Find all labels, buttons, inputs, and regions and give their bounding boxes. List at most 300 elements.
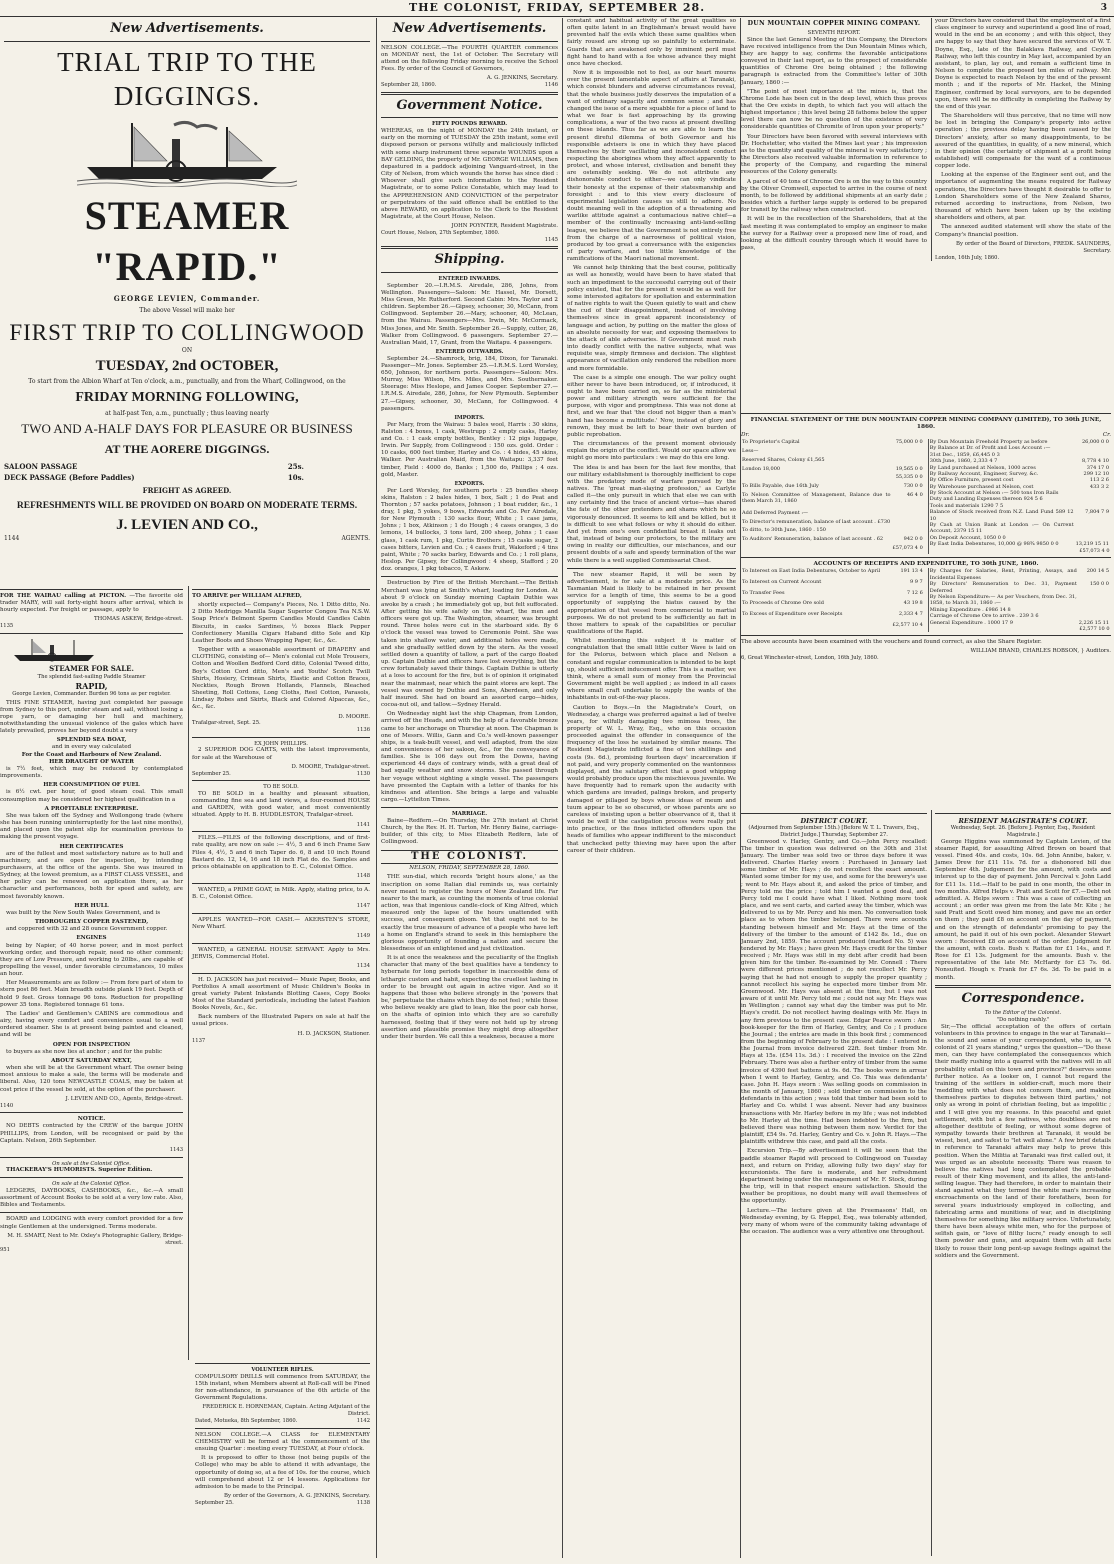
row-label: 31st Dec., 1859, £6,445 0 3 [929,451,1000,458]
dun-subheading: SEVENTH REPORT. [807,29,861,36]
editorial-cont-3: We cannot help thinking that the best course, politically as well as honestly, would have been to have stated that such an impediment to the successful carrying out of their policy existed, that for the present it would be as well for some interested agitators for spoliation and extermination of native rights to wait the Queen quietly to wait and chew the cud of their disappointment, instead of involving themselves since in great apparent inconsistency of language and action, by putting on the matter the gloss of an absolute necessity for war, and exposing themselves to the attack of able adversaries. If Government must rush into deadly conflict with the native subjects, what was requisite was, simply firmness and decision. The slightest appearance of vacillation only rendered the rebellion more and more formidable. [567,265,736,372]
colonist-editorial-title: THE COLONIST. [381,850,558,865]
board-signature: M. H. SMART, Next to Mr. Oxley's Photographic Gallery, Bridge-street. [7,1232,183,1246]
row-label [741,545,892,554]
accounts-table-left [741,568,924,632]
files-number: 1148 [356,872,370,879]
column-1a [0,586,186,1556]
board-number: 951 [0,1246,10,1253]
divider [0,1112,183,1113]
row-label: By Directors' Remuneration to Dec. 31, Payment Deferred [929,581,1077,594]
divider [381,92,558,95]
divider [195,1428,370,1429]
ledgers-ad: LEDGERS, DAYBOOKS, CASHBOOKS, &c., &c.—A small assortment of Account Books to be sold at a very low rate. Also, Bibles and Testaments. [0,1187,183,1209]
table-row [928,541,1110,547]
divider [192,913,370,914]
reward-body: WHEREAS, on the night of MONDAY the 24th instant, or early on the morning of TUESDAY the 25th instant, some evil disposed person or persons wilfully and maliciously inflicted with some sharp instrument three separate WOUNDS upon a BAY GELDING, the property of Mr. GEORGE WILLIAMS, then depastured in a paddock adjoining Vanguard-street, in the City of Nelson, from which wounds the horse has since died : Whoever shall give such information to the Resident Magistrate, or to some Police Constable, which may lead to the APPREHENSION AND CONVICTION of the perpetrator or perpetrators of the said offence shall be entitled to the above REWARD, on application to the Clerk to the Resident Magistrate, at the Court House, Nelson. [381,128,558,220]
marriage-body: Baine—Redfern.—On Thursday, the 27th instant at Christ Church, by the Rev. H. H. Turton, Mr. Henry Baine, carriage-builder, of this city, to Miss Elizabeth Redfern, late of Collingwood. [381,817,558,846]
row-label: By Railway Account, Engineer, Survey, &c. [929,470,1039,477]
district-court [741,810,927,1556]
sold-heading: TO BE SOLD. [263,784,299,791]
editorial-cont-6: The idea is and has been for the last few months, that our military establishment is thoroughly inefficient to cope with the predatory mode of warfare pursued by the natives. The 'great man-slaying profession,' as Carlyle called it—the only pursuit in which that else we can with any certainty find the trace of ancient virtue—has shared the fate of the other pretenders and shams which he so vigorously denounced. It seems to kill and be killed, but it is difficult to see what follows or why it should do either. And yet from one's own confidential breast it leaks out that, instead of being our protectors, to the military are owing in reality our difficulties, our mischances, and our present doubts of a safe and speedy termination of the war while there is a well supplied Commissariat Chest. [567,464,736,564]
divider [381,807,558,808]
alfred-number: 1136 [356,727,370,734]
freight-line: FREIGHT AS AGREED. [142,486,232,496]
row-label [928,626,1078,632]
row-amount [892,457,924,466]
table-row [741,466,924,475]
saturday-body: when she will be at the Government wharf. The owner being most anxious to make a sale, the terms will be moderate and liberal. Also, 120 tons NEWCASTLE COALS, may be taken at cost price if the vessel be sold, at the option of the purchaser. [0,1065,183,1093]
chemistry-number: 1138 [356,1499,370,1506]
row-label: Duty and Landing Expenses thereon 924 5 6 [929,496,1043,503]
row-label: To Proceeds of Chrome Ore sold [742,600,824,607]
saturday-heading: ABOUT SATURDAY NEXT, [51,1057,132,1064]
saloon-row [4,463,304,472]
certs-heading: HER CERTIFICATES [59,843,124,850]
outwards-heading: ENTERED OUTWARDS. [435,349,504,356]
table-row [928,509,1110,522]
colonist-editorial-date: NELSON, FRIDAY, SEPTEMBER 28, 1860. [409,865,530,872]
row-amount: 55,335 0 0 [895,474,923,481]
copper-heading: THOROUGHLY COPPER FASTENED, [34,919,149,926]
row-amount [892,448,924,457]
inwards-heading: ENTERED INWARDS. [438,275,501,282]
fine-steamer-text: THIS FINE STEAMER, having just completed her passage from Sydney to this port, under steam and sail, without losing a rope yarn, or damaging her hull and machinery, notwithstanding the unusual violence of the gales which have lately prevailed, proves her beyond doubt a very [0,699,183,735]
copper-body: and coppered with 32 and 28 ounce Government copper. [6,926,168,933]
table-row [741,579,924,590]
row-amount: 26,000 0 0 [1081,438,1109,445]
row-label: By Office Furniture, present cost [929,477,1014,484]
row-label: Less— [742,447,759,454]
first-trip-heading: FIRST TRIP TO COLLINGWOOD [9,319,365,345]
correspondence-to: To the Editor of the Colonist. [984,1010,1062,1017]
district-court-body: Greenwood v. Harley, Gentry, and Co.—John Percy recalled: The timber in question was delivered on the 30th and 31st January. The timber was sold two or three days before it was delivered. Charles Harley sworn : Purchased in January last some timber of Mr. Hays ; do not recollect the exact amount. Wanted some timber for my use, and some for the brewery's use ; went to Mr. Hays about it, and asked the price of timber, and Percy told me the price ; told him I wanted a good deal, and Percy told me I could have what I liked. Nothing more took place, and we sent carts, and carted away the timber, which was delivered to us by Mr. Percy and his men. No conversation took place as to whom the timber belonged. There were accounts standing between himself and Mr. Hays at the time of the delivery of the timber to the amount of £142 8s. 1d., due on January 2nd, 1859. The account produced (marked No. 5) was tendered by Mr. Hays ; have given Mr. Hays credit for the timber received ; Mr. Hays was still in my debt after credit had been given him for the timber. Re-examined by Mr. Connell : There were different prices mentioned ; do not recollect Mr. Percy saying that he had not enough to supply the proper quantity ; cannot recollect his saying he expected more timber from Mr. Greenwood. Mr. Hays was absent at the time, but I was not aware of it until Mr. Percy told me ; could not say Mr. Hays was in Wellington ; cannot say what day the timber was put to Mr. Hays's credit. Do not recollect having dealings with Mr. Hays in any firm previous to the present case. Edgar Pearce sworn : Am book-keeper for the firm of Harley, Gentry, and Co ; I produce the Journal ; the entries are made in this book first ; commenced from the beginning of February to the present date : I entered in the Journal from invoice delivered 22ft. feet timber from Mr. Hays at 15s. (£54 11s. 3d.) : I received the invoice on the 22nd February. There was also a further entry of timber from the same invoice of 4390 feet battens at 9s. 6d. The books were in arrear when I went to Harley, Gentry, and Co. This was defendants' case. John H. Hays sworn : Was selling goods on commission in the month of January, 1860 ; sold timber on commission to the defendants in this action ; was told that timber had been sold to Harley and Co. whilst I was absent. Never had any business transactions with Mr. Harley before in my life ; was not indebted to Mr. Harley at the time. Had been indebted to the firm, but believed there was nothing between them now. Verdict for the plaintiff, £54 9s. 7d. Harley, Gentry and Co. v. John R. Hays.—The plaintiffs withdrew this case, and paid all the costs. [741,838,927,1146]
rapid-commander: George Levien, Commander. Burden 96 tons as per register. [12,690,171,697]
table-row [928,581,1110,594]
sold-body: TO BE SOLD in a healthy and pleasant situation, commanding fine sea and land views, a four-roomed HOUSE and GARDEN, with good water, and most conveniently situated. Apply to H. B. HUDDLESTON, Trafalgar-street. [192,790,370,819]
table-row [928,522,1110,535]
accounts-note: The above accounts have been examined with the vouchers and found correct, as also the Share Register. [741,639,1042,646]
college-number: 1146 [544,82,558,89]
sale-number: 1140 [0,1102,14,1109]
imports-heading: IMPORTS. [454,414,485,421]
draught-body: is 7½ feet, which may be reduced by contemplated improvements. [0,765,183,780]
row-amount: 8,778 4 10 [1081,458,1109,465]
chemistry-date: September 25. [195,1499,234,1506]
row-amount: 191 13 4 [900,568,923,575]
row-amount: 2,226 15 11 [1078,619,1109,626]
row-label: Balance of Stock received from N.Z. Land Fund 589 12 10 [929,509,1074,522]
thackeray-ad: THACKERAY'S HUMORISTS. Superior Edition. [6,1167,153,1174]
row-amount: 46 4 0 [906,492,923,499]
divider [192,831,370,832]
row-label: London 18,000 [742,465,781,472]
row-amount: £57,073 4 0 [892,545,923,552]
measurements: Her Measurements are as follow :— From fore part of stem to stern post 86 feet. Main breadth outside plank 19 feet. Depth of hold 9 feet. Gross tonnage 96 tons. Reduction for propelling power 35 tons. Registered tonnage 61 tons. [0,980,183,1008]
divider [195,1363,370,1364]
column-1 [0,18,374,1558]
rapid-name: RAPID, [75,680,108,691]
agents-row [4,535,370,543]
wairau-signature: THOMAS ASKEW, Bridge-street. [93,616,183,623]
deck-price: 10s. [287,473,304,483]
row-label: By Stock Account at Nelson :— 500 tons Iron Rails [929,490,1059,497]
row-label: By East India Debentures, 10,000 @ 98¾ 9850 0 0 [929,541,1059,548]
editorial-cont-2: Now it is impossible not to feel, as our heart mourns over the present lamentable aspect of affairs at Taranaki, which consist blunders and adverse circumstances reveal, that the whole business justly deserves the imputation of a want of ordinary sagacity and common sense ; and has changed the issue of a mere squabble for a piece of land to what we fear is fast approaching by its growing complications, a war of the two races at present dwelling on these islands. Thus far as we are able to learn the present direful dilemma of both Governor and his responsible advisers is one in which they have placed themselves by their vacillating and inconsistent conduct respecting the aborigines whom they affect apparently to protect, and whose interest, civilisation and benefit they are ostensibly seeking. We do not attribute any dishonorable conduct to either—we can only vindicate their honesty at the expense of their statesmanship and foresight : and to this view every disclosure of experimental legislation causes us still to adhere. No doubt meaning well in the adoption of a threatening and warlike attitude against a contumacious native chief—a member of the continually increasing anti-land-selling league, we believe that the Government is not entirely free from the charge of a narrowness of political vision, produced by too great a conversance with the exigencies of party warfare, and too little knowledge of the ramifications of the Maori national movement. [567,70,736,263]
sale-sub: The splendid fast-sailing Paddle Steamer [37,673,146,680]
caution-boys: Caution to Boys.—In the Magistrate's Court, on Wednesday, a charge was preferred against a lad of twelve years, for wilfully damaging two mimosa trees, the property of W. L. Wray, Esq., who on this occasion proceeded against the offender in consequence of the frequency of the loss he sustained by similar means. The Resident Magistrate inflicted a fine of ten shillings and costs (9s. 6d.), promising fourteen days' incarceration if not paid, and very properly commented on the wantonness displayed, and the salutary effect that a good whipping would probably produce upon the mischievous juvenile. We have frequently had to remark upon the audacity with which gardens are invaded, palings broken, and property damaged or pillaged by boys whose ideas of meum and tuum appear to be so obscured, or whose parents are so careless of insisting upon a better observance of it, that it would be well if the castigation process were really put into practice, or the fines inflicted offenders upon the heads of families who appear indifferent to the misconduct that unchecked petty thieving may have upon the after career of their children. [567,704,736,854]
chemistry-signature: By order of the Governors, A. G. JENKINS, Secretary. [224,1493,370,1499]
cr-label: Cr. [1102,431,1111,438]
dr-cr-row [741,432,1111,439]
editorial-para-2: It is at once the weakness and the peculiarity of the English character that many of the best qualities have a tendency to hybernate for long periods together in inaccessible dens of lethargic custom and habit, expecting the cruellest lashing in order to be brought out again in active vigor. And so it happens that those who believe strongly in the 'powers that be,' perpetuate the chains which they do not feel ; while those who believe weakly are glad to lean, like the poor cab horse, on the shafts of opinion into which they are so carefully harnessed, feeling that if they were not held up by strong assertion and plausible promise they might drop altogether under their burden. We call this a weakness, because a more [381,955,558,1040]
divider [4,41,370,42]
table-row [741,568,924,579]
table-row [741,483,924,492]
column-3 [562,18,740,1558]
ad-number: 1144 [4,535,20,543]
dog-number: 1130 [356,770,370,777]
certs-body: are of the fullest and most satisfactory nature as to hull and machinery, and are open for inspection, by intending purchasers, at the office of the agents. She was insured in Sydney, at the lowest premium, as a FIRST CLASS VESSEL, and her policy can be renewed on application there, as her character and performances, both for speed and safety, are most favorably known. [0,850,183,900]
alfred-body: shortly expected— Company's Pieces, No. 1 Ditto ditto, No. 2 Ditto Medriggs Manilla Sugar Superior Congou Tea N.S.W. Soap Price's Belmont Sperm Candles Mould Candles Cabin Biscuits, in casks Sardines, ½ boxes Black Pepper Confectionery Manilla Cigars Haband ditto Sole and Kip Leather Boots and Shoes Wrapping Paper, &c., &c. [192,602,370,644]
rifles-heading: VOLUNTEER RIFLES. [251,1367,314,1373]
dun-heading: DUN MOUNTAIN COPPER MINING COMPANY. [747,20,921,27]
colonist-sale: On sale at the Colonist Office. [52,1160,131,1167]
inspection-body: to buyers as she now lies at anchor ; and for the public [6,1048,163,1055]
row-label: To Director's remuneration, balance of last account . £730 [742,518,891,525]
financial-statement [741,410,1111,662]
table-row [928,568,1110,581]
column-2 [376,18,562,1558]
editorial-cont-1: constant and habitual activity of the great qualities so often quite latent in an Englishman's breast would have prevented half the evils which these same qualities when fairly roused are strong up so painfully to exterminate. Guards that are awakened only by imminent peril must fight hand to hand with a foe whose advance they might once have checked. [567,18,736,67]
wairau-number: 1135 [0,623,14,630]
row-amount: 374 17 0 [1086,464,1109,471]
files-ad: FILES.—FILES of the following descriptions, and of first-rate quality, are now on sale :— 4½, 5 and 6 inch Frame Saw Files 4, 4½, 5 and 6 inch Taper do. 6, 8 and 10 inch Round Bastard do. 12, 14, 16 and 18 inch Flat do. do. Samples and prices obtainable on application to E. C., Colonist Office. [192,835,370,870]
row-amount [892,527,924,536]
levien-signature: J. LEVIEN AND CO., [116,517,258,534]
rifles-date: Dated, Motueka, 8th September, 1860. [195,1418,298,1425]
deck-row [4,474,304,483]
financial-table-left [741,439,924,554]
row-label: By Charges for Salaries, Rent, Printing, Assays, and Incidental Expenses [929,568,1077,581]
rifles-footer [195,1418,370,1425]
editorial-cont-5: The circumstances of the present moment obviously explain the origin of the conflict. Would our space allow we might go more into particulars : we may do this ere long. [567,441,736,462]
dun-para-3: Your Directors have been favored with several interviews with Dr. Hochstetter, who visited the Mines last year ; his impression as to the quantity and quality of the mineral is very satisfactory ; the Directors also received valuable information in reference to the property of the Company, and regarding the mineral resources of the Colony generally. [741,133,927,176]
row-amount [1078,594,1111,607]
rifles-number: 1142 [356,1418,370,1425]
row-label: General Expenditure . 1000 17 9 [929,619,1013,626]
outwards-body: September 24.—Shamrock, brig, 184, Dixon, for Taranaki. Passenger—Mr. Jones. September 25.—I.R.M.S. Lord Worsley, 650, Johnson, for northern ports. Passengers—Saloon: Mrs. Murray, Miss Wilson, Mrs. Miles, and Mrs. Southernaker. Steerage: Miss Heslope, and James Cooper. September 27.—I.R.M.S. Airedale, 286, Johns, for New Plymouth. September 27.—Gipsey, schooner, 30, McCann, for Collingwood. 4 passengers. [381,355,558,412]
dog-heading: EX JOHN PHILLIPS. [254,740,308,747]
dun-signature: By order of the Board of Directors, FREDK. SAUNDERS, Secretary. [956,240,1111,254]
financial-table-right [928,439,1111,554]
divider [741,813,927,814]
excursion-note: Excursion Trip.—By advertisement it will be seen that the paddle steamer Rapid will proceed to Collingwood on Tuesday next, and return on Friday, allowing fully two days' stay for excursionists. The fare is moderate, and her refreshment department being under the management of Mr. F. Stock, during the trip, will in that respect ensure satisfaction. Should the weather be propitious, no doubt many will avail themselves of the opportunity. [741,1148,927,1205]
dun-para-9: The annexed audited statement will show the state of the Company's financial position. [935,224,1111,238]
row-label: By Balance at Dr. of Profit and Loss Account :— [929,445,1051,452]
wairau-heading: FOR THE WAIRAU calling at PICTON. [0,593,127,599]
correspondence-body: Sir,—The official acceptation of the offers of certain volunteers in this province to engage in the war at Taranaki—the sound and sense of your correspondent, who is, as "A colonist of 21 years standing," urges the question—"Do these men, can they have contemplated the consequences which their madly rushing into a quarrel with the natives will in all probability entail on this town and province?" deserves some further notice. As a looker on, I cannot but regard the training of the settlers in soldier-craft, much more their 'meddling with what does not concern them, and making themselves parties to disputes between third parties,' not only as wrong in point of christian feeling, but as impolitic ; and I will give you my reasons. In this peaceful and quiet settlement, with but a few natives, who doubtless are not altogether destitute of feeling, or without some degree of sympathy towards their brethren at Taranaki, it would be wisest, best, and safest to "let well alone." A few brief details in reference to Taranaki affairs may help to prove this position. When the Militia at Taranaki was first called out, it was urged as an absolute necessity. There was reason to believe the natives had long contemplated the probable result of their King movement, and its allies, the anti-land-selling league. They had therefore, in order to maintain their stand against what they termed the white man's increasing encroachments on the land of their forefathers, been for several years industriously employed in collecting, and fabricating arms and munitions of war, and in disciplining themselves for something like military service. Unfortunately, there have been always white men, who for the purpose of selfish gain, or "love of filthy lucre," ready enough to sell them powder and guns, and acquaint them with all facts likely to rouse their long pent-up savage feelings against the soldiers and the Government. [935,1023,1111,1259]
table-row [741,519,924,528]
chapman-article: On Wednesday night last the ship Chapman, from London, arrived off the Heads, and with the help of a favorable breeze came to her anchorage on Thursday at noon. The Chapman is one of Messrs. Willis, Gann and Co.'s well-known passenger ships, is a teak-built vessel, and well adapted, from the size and conveniences of her saloon, &c., for the conveyance of families. She is 106 days out from the Downs, having experienced 44 days of contrary winds, with a great deal of bad squally weather and snow storms. She passed through her voyage without sighting a single vessel. The passengers have presented the Captain with a letter of thanks for his kindness and attention. She brings a large and valuable cargo.—Lyttelton Times. [381,711,558,804]
divider [0,1157,183,1158]
servant-ad: WANTED, a GENERAL HOUSE SERVANT. Apply to Mrs. JERVIS, Commercial Hotel. [192,946,370,960]
row-amount: 200 14 5 [1086,568,1109,575]
rapid-note: The new steamer Rapid, it will be seen by advertisement, is for sale at a moderate price. As the Tasmanian Maid is likely to be retained in her present service for a length of time, this seems to be a good opportunity of supplying the hiatus caused by the appropriation of that vessel from commercial to martial purposes. We do not pretend to be sufficiently au fait in those matters to speak of the capabilities or peculiar qualifications of the Rapid. [567,571,736,635]
splendid-heading: SPLENDID SEA BOAT, [56,737,127,744]
divider [935,813,1111,814]
row-label: 30th June, 1860, 2,333 4 7 [929,458,998,465]
divider [192,973,370,974]
row-label: To Nelson Committee of Management, Balance due to them March 31, 1860 [742,492,891,505]
divider [381,41,558,42]
row-label: To Interest on Current Account [742,579,822,586]
dun-para-7: The Shareholders will thus perceive, that no time will now be lost in bringing the Company's property into active operation ; the previous delay having been caused by the Directors' anxiety, after so many disappointments, to be assured of the quantities, in quality, of a new mineral, which in their opinion (the certainty of shipment at a profit being established) will compensate for the want of a continuous copper lode. [935,113,1111,170]
row-label: Add Deferred Payment :— [742,509,809,516]
apples-ad: APPLES WANTED—FOR CASH.— AKERSTEN'S STORE, New Wharf. [192,916,370,930]
chemistry-body: It is proposed to offer to those (not being pupils of the College) who may be able to attend it with advantage, the opportunity of doing so, at a fee of 10s. for the course, which will comprehend about 12 or 14 lessons. Applications for admission to be made to the Principal. [195,1455,370,1490]
table-row [741,545,924,554]
table-row [741,527,924,536]
profitable-heading: A PROFITABLE ENTERPRISE. [44,805,139,812]
jackson-ad-2: Back numbers of the Illustrated Papers on sale at half the usual prices. [192,1014,370,1028]
table-row [928,548,1110,554]
steamer-name: STEAMER "RAPID." [84,192,290,289]
dog-date: September 25. [192,770,231,777]
commander-line: GEORGE LEVIEN, Commander. [113,294,261,304]
divider [0,1177,183,1178]
sold-number: 1141 [356,821,370,828]
chemistry-heading: NELSON COLLEGE.—A CLASS for ELEMENTARY CHEMISTRY will be formed at the commencement of the ensuing Quarter : meeting every TUESDAY, at Four o'clock. [195,1431,370,1453]
jackson-ad: H. D. JACKSON has just received— Music Paper, Books, and Portfolios A small assortment of Music Children's Books in great variety Patent Inkstands Blotting Cases, Copy Books Most of the Standard periodicals, including the latest Fashion Books Novels, &c., &c. [192,976,370,1012]
row-amount: £2,577 10 0 [1079,625,1110,632]
row-label: By Cash at Union Bank at London :— On Current Account, 2379 15 11 [929,522,1074,535]
alfred-signature: D. MOORE. [338,713,370,720]
dog-signature: D. MOORE, Trafalgar-street. [291,763,370,770]
dun-para-5: It will be in the recollection of the Shareholders, that at the last meeting it was contemplated to employ an engineer to make the survey for a Railway over a proposed new line of road, and looking at the difficult country through which it would have to pass, [741,216,927,251]
row-amount: £57,073 4 0 [1079,547,1110,554]
wairau-body: —The favorite old trader MARY, will sail forty-eight hours after arrival, which is hourly expected. For freight or passage, apply to [0,593,183,614]
accounts-tables [741,568,1111,632]
accounts-address: 6, Great Winchester-street, London, 16th July, 1860. [741,655,879,662]
college-date: September 28, 1860. [381,82,437,89]
divider [381,576,558,577]
small-steamer-icon [10,637,100,663]
two-days-heading: TWO AND A-HALF DAYS FOR PLEASURE OR BUSINESS [21,421,353,437]
table-row [741,439,924,448]
dun-para-6: your Directors have considered that the employment of a first class engineer to survey and superintend a good line of road, would in the end be an economy ; and with this object, they are happy to say that they have secured the services of W. T. Doyne, Esq., late of the Balaklava Railway, and Ceylon Railway, who left this country in May last, accompanied by an assistant, to plan, lay out, and remain a sufficient time in Nelson to complete the proposed ten miles of railway. Mr. Doyne is expected to reach Nelson by the end of the present month ; and if the reports of Mr. Hacket, the Mining Engineer, confirmed by local surveyors, are to be depended upon, there will be no difficulty in completing the Railway by the end of this year. [935,18,1111,110]
hull-body: was built by the New South Wales Government, and is [6,909,161,916]
lower-ads-block [188,1360,370,1556]
divider [0,633,183,634]
row-label: By Land purchased at Nelson, 1000 acres [929,464,1036,471]
dog-body: 2 SUPERIOR DOG CARTS, with the latest improvements, for sale at the Warehouse of [192,747,370,761]
row-amount: 19,565 0 0 [895,465,923,472]
table-row [741,536,924,545]
start-text: To start from the Albion Wharf at Ten o'clock, a.m., punctually, and from the Wharf, Collingwood, on the [28,378,346,386]
jackson-signature: H. D. JACKSON, Stationer. [297,1030,370,1037]
reward-heading: FIFTY POUNDS REWARD. [431,121,508,128]
row-label: Carriage of Chrome Ore to arrive . 239 3 6 [929,613,1039,620]
section-header-new-ads: New Advertisements. [110,21,264,36]
correspondence-header: Correspondence. [961,990,1085,1006]
college-ad: NELSON COLLEGE.—The FOURTH QUARTER commences on MONDAY next, the 1st of October. The Secretary will attend on the following Friday morning to receive the School Fees. By order of the Council of Governors, [381,44,558,73]
row-amount: 7 12 6 [906,589,923,596]
row-amount: 730 0 0 [903,483,923,490]
divider [935,985,1111,988]
row-amount: 942 0 0 [903,536,923,543]
row-label: Mining Expenditure . £986 14 8 [929,606,1011,613]
row-amount: 113 2 6 [1089,477,1109,484]
table-row [741,448,924,457]
shipping-header: Shipping. [434,252,505,268]
notice-heading: NOTICE. [77,1116,106,1123]
row-amount: 433 3 2 [1089,483,1109,490]
row-label: To Transfer Fees [742,589,785,596]
row-amount: 2,333 4 7 [898,610,923,617]
alfred-address: Trafalgar-street, Sept. 25. [192,720,261,727]
dun-para-8: Looking at the expense of the Engineer sent out, and the importance of augmenting the means required for Railway operations, the Directors have thought it desirable to offer to London Shareholders some of the New Zealand Shares, returned according to instructions, from Nelson, two thousand of which have been taken up by the existing shareholders and others, at par. [935,172,1111,222]
exports-body: Per Lord Worsley, for southern ports : 25 bundles sheep skins, Ralston : 2 bales hides, 1 box, Salt ; 1 do Peat and Thornton ; 57 sacks potatoes, Johnson ; 1 boat rudder, &c., 1 dray, 1 pkg, 5 yokes, 9 bows, Edwards and Co. Per Airedale, for New Plymouth : 130 sacks flour, White ; 1 case jams, Johns ; 1 box, Atkinson ; 1 do Hough ; 4 cases oranges, 3 do lemons, 14 bullocks, 3 tons lard, 200 sheep, Johns ; 1 case glass, 1 cask rum, 1 pkg, Curtis Brothers ; 15 casks sugar, 2 cases bitters, Levien and Co. ; 4 cases fruit, Wakeford ; 4 tins paint, White ; 70 sacks barley, Edwards and Co. ; 1 roll plans, Heslop. Per Gipsey, for Collingwood : 4 sheep, Stafford ; 20 doz. oranges, 1 pkg tobacco, T. Askew. [381,487,558,573]
apples-number: 1149 [356,932,370,939]
divider [741,635,1111,636]
divider [567,568,736,569]
row-amount: 75,000 0 0 [895,438,923,445]
row-amount: 150 0 0 [1089,581,1109,588]
reward-address: Court House, Nelson, 27th September, 1860. [381,230,500,237]
on-text: ON [181,347,193,355]
trial-trip-heading: TRIAL TRIP TO THE DIGGINGS. [57,46,317,112]
sale-heading: STEAMER FOR SALE. [49,664,134,674]
masthead-title: THE COLONIST, FRIDAY, SEPTEMBER 28. [408,1,706,14]
board-ad: BOARD and LODGING with every comfort provided for a few single Gentlemen at the undersigned. Terms moderate. [0,1216,183,1230]
table-row [741,474,924,483]
agents-label: AGENTS. [341,535,370,543]
table-row [741,590,924,601]
chemistry-footer [195,1500,370,1507]
row-label: To Auditors' Remuneration, balance of last account . 62 [742,536,884,543]
imports-body: Per Mary, from the Wairau: 5 bales wool, Harris : 30 skins, Ralston : 4 boxes, 1 cask, Westrupp : 2 empty casks, Harley and Co. : 1 cask empty bottles, Bentley : 12 pigs luggage, Irwin. Per Supply, from Collingwood : 150 ozs. gold. Order : 10 casks, 600 feet timber, Harley and Co. : 4 hides, 45 skins, Walker. Per Australian Maid, from the Waitapu: 3,337 feet timber, Field : 4000 do, Banks ; 1,500 do, Phillips ; 4 ozs. gold, Master. [381,421,558,478]
district-court-sub: (Adjourned from September 15th.) [Before W. T. L. Travers, Esq., District Judge.] Thursday, September 27. [748,825,920,838]
dog-footer [192,771,370,778]
row-label: Reserved Shares, Colony £1,565 [742,456,825,463]
table-row [741,457,924,466]
goat-ad: WANTED, a PRIME GOAT, in Milk. Apply, stating price, to A. B. C., Colonist Office. [192,886,370,900]
auditors-signature: WILLIAM BRAND, CHARLES ROBSON, } Auditors. [970,648,1111,655]
saloon-label: SALOON PASSAGE [4,462,78,472]
table-row [741,600,924,611]
divider [192,589,370,590]
table-row [741,510,924,519]
row-label: By Dun Mountain Freehold Property as before [929,438,1048,445]
sale-signature: J. LEVIEN AND CO., Agents, Bridge-street. [65,1095,183,1102]
vessel-make: The above Vessel will make her [139,307,235,315]
hull-heading: HER HULL [74,902,109,909]
reward-signature: JOHN POYNTER, Resident Magistrate. [451,223,558,230]
divider [741,413,1111,414]
rifles-body: COMPULSORY DRILLS will commence from SATURDAY, the 15th instant, when Members absent at Roll-call will be Fined for non-attendance, in pursuance of the 6th article of the Government Regulations. [195,1373,370,1402]
government-notice-header: Government Notice. [396,97,543,113]
destruction-article: Destruction by Fire of the British Merchant.—The British Merchant was lying at Smith's wharf, loading for London. At about 9 o'clock on Sunday morning Captain Duthie was awoke by a crash ; he immediately got up, but felt suffocated. After getting his wife safely on the wharf, the men and officers were got up. The Washington, steamer, was brought round. Three holes were cut in the starboard side. By 6 o'clock the vessel was towed to Ceremonie Point. She was taken into shallow water, and additional holes were made, and she gradually settled down by the stern. As the vessel settled down a quantity of tallow, a part of the cargo floated up. Captain Duthie and officers have lost everything, but the crew fortunately saved their things. Captain Duthie is utterly at a loss to account for the fire, but is of opinion it originated near the mainmast, near which the paint stores are kept. The vessel was owned by Duthie and Sons, Aberdeen, and only half insured. She had on board an assorted cargo—hides, cocoa-nut oil, and tallow.—Sydney Herald. [381,580,558,709]
row-label: To Proprietor's Capital [742,438,800,445]
divider [0,1212,183,1213]
table-row [741,492,924,510]
aorere-heading: AT THE AORERE DIGGINGS. [104,441,270,456]
column-4b [931,18,1111,261]
accounts-title: ACCOUNTS OF RECEIPTS AND EXPENDITURE, TO 30th JUNE, 1860. [813,561,1039,567]
engines-heading: ENGINES [76,935,107,942]
coal-heading: HER CONSUMPTION OF FUEL [43,782,140,789]
college-footer [381,82,558,89]
row-amount: 7,804 7 9 [1085,509,1109,516]
cabins-text: The Ladies' and Gentlemen's CABINS are commodious and airy, having every comfort and convenience usual to a well ordered steamer. She is at present being painted and cleaned, and will be [0,1010,183,1039]
resident-court-sub: Wednesday, Sept. 26. [Before J. Poynter, Esq., Resident Magistrate.] [950,825,1096,838]
divider [381,246,558,249]
lecture-note: Lecture.—The lecture given at the Freemasons' Hall, on Wednesday evening, by G. Heppel, Esq., was tolerably attended, very many of whom were of the community taking advantage of the occasion. The audience was a very attentive one throughout. [741,1207,927,1236]
college-signature: A. G. JENKINS, Secretary. [486,75,558,82]
column-4 [740,18,1114,1558]
draught-heading: HER DRAUGHT OF WATER [49,758,134,765]
trip-date: TUESDAY, 2nd OCTOBER, [95,357,279,374]
goat-number: 1147 [356,902,370,909]
notice-number: 1143 [169,1146,183,1153]
divider [192,943,370,944]
rifles-signature: FREDERICK E. HORNEMAN, Captain. Acting Adjutant of the District. [202,1404,370,1418]
financial-title: FINANCIAL STATEMENT OF THE DUN MOUNTAIN COPPER MINING COMPANY (LIMITED), TO 30th JUNE, 1860. [750,417,1102,431]
divider [192,883,370,884]
alfred-body-2: Together with a seasonable assortment of DRAPERY and CLOTHING, consisting of— Men's colonial cut Mole Trousers, Cotton and Woollen Bedford Cord ditto, Colonial Tweed ditto, Boy's Cotton Cord ditto, Men's and Youths' Scotch Twill Shirts, Hosiery, Crimean Shirts, Elastic and Cotton Braces, Neckties, Rough Brown Hollands, Flannels, Bleached Sheeting, Roll Cottons, Long Cloths, Reel Cotton, Parasols, Lindsay Robes and Skirts, Black and Colored Alpaccas, &c., &c., &c. [192,647,370,711]
divider [192,737,370,738]
column-4a [741,18,927,254]
coal-body: is 6½ cwt. per hour, of good steam coal. This small consumption may be considered her highest qualification in a [0,789,183,803]
row-label: Tools and materials 1290 7 5 [929,502,1004,509]
row-label [741,474,892,483]
resident-court-body: George Higgins was summoned by Captain Levien, of the steamer Rapid, for assaulting Alfred Brown on board that vessel. Fined 40s. and costs, 10s. 6d. John Annibe, baker, v. James Drew for £11 11s. 7d. for a dishonored bill due September 4th. Judgement for the amount, with costs and interest up to the day of payment. John Percival v. John Ladd for £11 1s. 11d.—Half to be paid in one month, the other in two months. Alfred Helps v. Pratt and Scott for £7.—Debt not admitted. A. Helps sworn : This was a case of collecting an account ; an order was given me from the late Mr. Kite ; he said Pratt and Scott owed him money, and gave me an order on them ; they paid £8 on account on the day of payment, and on the strength of defendants' promising to pay the amount, he paid it out of his own pocket. Alexander Stewart sworn : Received £8 on account of the order. Judgment for the amount, with costs. Bush v. Rattan for £1 14s., and F. Rose for £1 13s. Judgment for the amounts. Bush v. the representative of the late Mr. McHardy for £3 7s. 6d. Nonsuited. Hough v. Frank for £7 6s. 3d. To be paid in a month. [935,838,1111,981]
divider [0,589,183,590]
row-label: To ditto, to 30th June, 1860 . 150 [742,527,826,534]
wairau-ad [0,593,183,630]
editorial-cont-4: The case is a simple one enough. The war policy ought either never to have been introduced, or, if introduced, it ought to have been carried on, so far as the ministerial power and military strength were sufficient for the purpose, with vigor and promptness. This was not done at first, and we fear that 'the cloud not bigger than a man's hand has become a multitude.' Now, instead of glory and renown, they must be left to bear their own burden of public reprobation. [567,374,736,438]
divider [192,780,370,781]
divider [741,557,1111,558]
row-label: To Interest on East India Debentures, October to April [742,568,881,575]
resident-court [931,810,1111,1556]
inwards-body: September 20.—I.R.M.S. Airedale, 286, Johns, from Wellington. Passengers—Saloon: Mr. Hassel, Mr. Dorsett, Miss Green, Mr. Rutherford. Second Cabin: Mrs. Taylor and 2 children. September 26.—Gipsey, schooner, 30, McCann, from Collingwood. September 26.—Mary, schooner, 40, McLean, from the Wairau. Passengers—Mrs. Irwin, Mr. McCormack, Miss Jones, and Mr. Smith. September 26.—Supply, cutter, 26, Walker from Collingwood. 6 passengers. September 27.—Australian Maid, 17, Grant, from the Waitapu. 4 passengers. [381,282,558,346]
row-label: On Deposit Account, 1050 0 0 [929,534,1006,541]
page-number: 3 [1100,3,1108,13]
section-header-new-ads-2: New Advertisements. [392,21,547,36]
row-label [928,548,1074,554]
row-label: To Excess of Expenditure over Receipts [742,610,843,617]
half-past-text: at half-past Ten, a.m., punctually ; thus leaving nearly [105,409,269,417]
profitable-body: She was taken off the Sydney and Wollongong trade (where she has been running uninterruptedly for the last nine months), and placed upon the patent slip for examination previous to making the present voyage. [0,812,183,841]
accounts-table-right [928,568,1111,632]
district-court-heading: DISTRICT COURT. [800,817,868,825]
exports-heading: EXPORTS. [454,480,485,487]
dr-label: Dr. [741,431,750,438]
dun-para-2: "The point of most importance at the mines is, that the Chrome Lode has been cut in the deep level, which thus proves that the Ore exists in depth, to which fact you will attach the highest importance ; this level being 28 fathoms below the upper level there can now be no question of the existence of very considerable quantities of Chromite of Iron upon your property." [741,88,927,131]
divider [381,117,558,118]
row-label: By Warehouse purchased at Nelson, cost [929,483,1034,490]
table-row [741,611,924,622]
row-amount: 13,219 15 11 [1075,541,1109,548]
jackson-number: 1137 [192,1037,206,1044]
inspection-heading: OPEN FOR INSPECTION [52,1041,131,1048]
splendid-body: and in every way calculated [51,744,132,751]
row-amount: £2,577 10 4 [892,621,923,628]
friday-heading: FRIDAY MORNING FOLLOWING, [75,389,299,405]
row-amount [1075,522,1111,535]
